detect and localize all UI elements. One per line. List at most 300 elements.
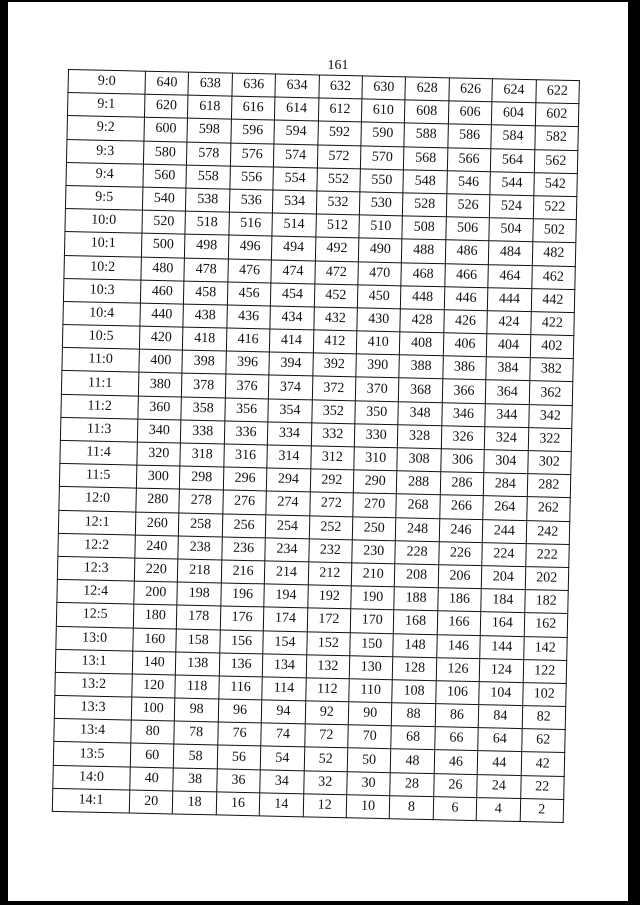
score-cell: 324 [484, 426, 528, 450]
score-cell: 508 [402, 216, 446, 240]
scanned-page [8, 2, 628, 901]
time-cell: 9:5 [65, 185, 142, 210]
score-cell: 572 [317, 145, 361, 169]
score-cell: 358 [181, 397, 225, 421]
time-cell: 10:1 [64, 232, 141, 257]
score-cell: 110 [349, 679, 393, 703]
score-cell: 330 [354, 424, 398, 448]
score-cell: 412 [313, 330, 357, 354]
score-cell: 38 [173, 768, 217, 792]
score-cell: 604 [492, 102, 536, 126]
score-cell: 356 [225, 398, 269, 422]
score-cell: 196 [221, 583, 265, 607]
score-cell: 20 [129, 790, 173, 814]
time-cell: 13:5 [53, 742, 130, 767]
score-cell: 212 [308, 562, 352, 586]
score-cell: 390 [356, 354, 400, 378]
time-cell: 13:3 [54, 695, 131, 720]
score-cell: 62 [521, 729, 565, 753]
score-cell: 162 [524, 613, 568, 637]
score-cell: 466 [445, 263, 489, 287]
score-cell: 548 [403, 170, 447, 194]
score-cell: 550 [360, 169, 404, 193]
score-cell: 442 [531, 288, 575, 312]
score-cell: 540 [142, 187, 186, 211]
score-cell: 398 [182, 350, 226, 374]
score-cell: 372 [312, 376, 356, 400]
score-cell: 406 [443, 333, 487, 357]
score-cell: 168 [394, 610, 438, 634]
score-cell: 596 [231, 119, 275, 143]
score-cell: 388 [399, 355, 443, 379]
score-cell: 336 [224, 421, 268, 445]
score-cell: 68 [391, 726, 435, 750]
time-cell: 13:0 [56, 626, 133, 651]
score-cell: 322 [528, 427, 572, 451]
time-cell: 13:2 [55, 672, 132, 697]
score-cell: 40 [130, 767, 174, 791]
score-cell: 574 [274, 144, 318, 168]
score-cell: 214 [264, 561, 308, 585]
score-cell: 112 [305, 678, 349, 702]
score-cell: 178 [177, 605, 221, 629]
score-cell: 310 [354, 447, 398, 471]
score-cell: 302 [527, 451, 571, 475]
score-cell: 452 [314, 284, 358, 308]
score-cell: 470 [358, 261, 402, 285]
score-cell: 80 [131, 720, 175, 744]
score-cell: 560 [143, 164, 187, 188]
score-cell: 500 [141, 233, 185, 257]
time-cell: 9:2 [67, 116, 144, 141]
score-cell: 296 [223, 467, 267, 491]
time-cell: 11:2 [61, 394, 138, 419]
score-cell: 256 [222, 514, 266, 538]
score-cell: 370 [355, 377, 399, 401]
score-cell: 44 [477, 751, 521, 775]
score-cell: 218 [178, 559, 222, 583]
score-cell: 34 [260, 769, 304, 793]
score-cell: 2 [520, 798, 564, 822]
score-cell: 270 [353, 493, 397, 517]
score-cell: 224 [482, 542, 526, 566]
score-cell: 244 [482, 519, 526, 543]
score-cell: 14 [259, 793, 303, 817]
score-cell: 614 [275, 97, 319, 121]
score-cell: 532 [316, 191, 360, 215]
score-cell: 100 [131, 697, 175, 721]
time-cell: 10:0 [65, 209, 142, 234]
time-cell: 9:3 [66, 139, 143, 164]
score-cell: 624 [492, 79, 536, 103]
score-cell: 636 [232, 73, 276, 97]
score-cell: 374 [269, 375, 313, 399]
time-cell: 12:2 [58, 533, 135, 558]
score-cell: 236 [222, 537, 266, 561]
score-cell: 192 [307, 585, 351, 609]
score-cell: 182 [524, 590, 568, 614]
score-cell: 102 [522, 682, 566, 706]
score-cell: 416 [226, 328, 270, 352]
score-cell: 418 [183, 327, 227, 351]
score-cell: 120 [132, 674, 176, 698]
score-cell: 48 [391, 749, 435, 773]
score-cell: 534 [273, 190, 317, 214]
score-cell: 446 [444, 286, 488, 310]
score-cell: 504 [489, 218, 533, 242]
score-cell: 354 [268, 399, 312, 423]
page-number: 161 [327, 58, 349, 73]
score-cell: 210 [351, 563, 395, 587]
score-cell: 64 [478, 728, 522, 752]
score-table [52, 69, 580, 823]
score-cell: 188 [394, 587, 438, 611]
score-cell: 498 [185, 234, 229, 258]
score-cell: 160 [133, 628, 177, 652]
score-cell: 184 [481, 589, 525, 613]
score-cell: 494 [272, 236, 316, 260]
score-cell: 516 [229, 212, 273, 236]
score-cell: 528 [403, 193, 447, 217]
score-cell: 238 [178, 536, 222, 560]
score-cell: 340 [137, 419, 181, 443]
score-cell: 382 [529, 358, 573, 382]
score-cell: 172 [307, 608, 351, 632]
score-cell: 50 [347, 748, 391, 772]
score-cell: 542 [533, 172, 577, 196]
score-cell: 608 [405, 100, 449, 124]
score-cell: 16 [216, 792, 260, 816]
score-cell: 126 [436, 657, 480, 681]
score-cell: 66 [434, 727, 478, 751]
score-cell: 272 [309, 492, 353, 516]
score-cell: 54 [260, 746, 304, 770]
score-cell: 190 [351, 586, 395, 610]
score-cell: 316 [224, 444, 268, 468]
score-table-body [52, 70, 579, 823]
score-cell: 344 [485, 403, 529, 427]
score-cell: 448 [401, 286, 445, 310]
score-cell: 484 [488, 241, 532, 265]
score-cell: 312 [310, 446, 354, 470]
score-cell: 262 [526, 497, 570, 521]
score-cell: 472 [314, 260, 358, 284]
score-cell: 368 [399, 378, 443, 402]
score-cell: 326 [441, 426, 485, 450]
score-cell: 134 [262, 654, 306, 678]
time-cell: 10:4 [63, 301, 140, 326]
score-cell: 36 [217, 769, 261, 793]
score-cell: 268 [396, 494, 440, 518]
time-cell: 10:5 [62, 325, 139, 350]
score-cell: 450 [357, 285, 401, 309]
score-cell: 152 [306, 631, 350, 655]
score-cell: 278 [179, 489, 223, 513]
score-cell: 332 [311, 423, 355, 447]
score-cell: 248 [396, 517, 440, 541]
score-cell: 460 [140, 280, 184, 304]
score-cell: 158 [176, 629, 220, 653]
score-cell: 568 [404, 146, 448, 170]
score-cell: 474 [271, 259, 315, 283]
score-cell: 396 [226, 351, 270, 375]
score-cell: 28 [390, 772, 434, 796]
score-cell: 456 [227, 282, 271, 306]
score-cell: 228 [395, 541, 439, 565]
score-cell: 150 [350, 632, 394, 656]
time-cell: 14:0 [53, 765, 130, 790]
score-cell: 606 [448, 101, 492, 125]
score-cell: 230 [352, 540, 396, 564]
score-cell: 78 [174, 721, 218, 745]
score-cell: 94 [261, 700, 305, 724]
score-cell: 440 [140, 303, 184, 327]
score-cell: 580 [143, 141, 187, 165]
score-cell: 186 [437, 588, 481, 612]
score-cell: 352 [311, 400, 355, 424]
score-cell: 350 [355, 400, 399, 424]
score-cell: 250 [352, 516, 396, 540]
score-cell: 486 [445, 240, 489, 264]
time-cell: 12:0 [59, 487, 136, 512]
score-cell: 482 [532, 242, 576, 266]
score-cell: 60 [130, 743, 174, 767]
score-cell: 32 [303, 770, 347, 794]
score-cell: 254 [265, 514, 309, 538]
score-cell: 600 [144, 118, 188, 142]
score-cell: 18 [173, 791, 217, 815]
score-cell: 246 [439, 518, 483, 542]
score-cell: 526 [446, 194, 490, 218]
score-cell: 286 [440, 472, 484, 496]
score-cell: 288 [397, 471, 441, 495]
score-cell: 376 [225, 374, 269, 398]
score-cell: 180 [133, 604, 177, 628]
score-cell: 274 [266, 491, 310, 515]
score-cell: 610 [361, 99, 405, 123]
score-cell: 136 [219, 653, 263, 677]
score-cell: 630 [362, 76, 406, 100]
score-cell: 174 [263, 607, 307, 631]
time-cell: 9:1 [67, 93, 144, 118]
score-cell: 458 [184, 281, 228, 305]
score-cell: 22 [520, 775, 564, 799]
score-cell: 138 [176, 652, 220, 676]
time-cell: 12:1 [58, 510, 135, 535]
score-cell: 342 [528, 404, 572, 428]
score-cell: 510 [359, 215, 403, 239]
score-cell: 594 [274, 120, 318, 144]
score-cell: 216 [221, 560, 265, 584]
score-cell: 576 [230, 143, 274, 167]
score-cell: 524 [489, 195, 533, 219]
score-cell: 56 [217, 745, 261, 769]
score-cell: 392 [312, 353, 356, 377]
score-cell: 554 [273, 167, 317, 191]
score-cell: 592 [317, 121, 361, 145]
score-cell: 74 [261, 723, 305, 747]
score-cell: 96 [218, 699, 262, 723]
score-cell: 318 [180, 443, 224, 467]
score-cell: 76 [218, 722, 262, 746]
score-cell: 130 [349, 655, 393, 679]
score-cell: 570 [360, 145, 404, 169]
score-cell: 300 [136, 465, 180, 489]
score-cell: 200 [134, 581, 178, 605]
time-cell: 11:0 [62, 348, 139, 373]
score-cell: 444 [487, 287, 531, 311]
time-cell: 9:4 [66, 162, 143, 187]
score-cell: 58 [174, 744, 218, 768]
score-cell: 602 [535, 103, 579, 127]
score-cell: 92 [305, 701, 349, 725]
time-cell: 11:4 [60, 440, 137, 465]
score-cell: 436 [227, 305, 271, 329]
score-cell: 386 [443, 356, 487, 380]
score-cell: 206 [438, 565, 482, 589]
score-cell: 404 [486, 334, 530, 358]
score-cell: 426 [444, 310, 488, 334]
score-cell: 202 [525, 567, 569, 591]
score-cell: 306 [441, 449, 485, 473]
score-cell: 204 [481, 566, 525, 590]
score-cell: 584 [491, 125, 535, 149]
score-cell: 394 [269, 352, 313, 376]
score-cell: 42 [521, 752, 565, 776]
score-cell: 98 [175, 698, 219, 722]
score-cell: 578 [187, 142, 231, 166]
score-cell: 566 [447, 147, 491, 171]
score-cell: 284 [483, 473, 527, 497]
score-cell: 334 [268, 422, 312, 446]
score-cell: 198 [177, 582, 221, 606]
score-cell: 620 [144, 94, 188, 118]
score-cell: 164 [480, 612, 524, 636]
score-cell: 640 [145, 71, 189, 95]
score-cell: 346 [442, 402, 486, 426]
score-cell: 88 [392, 703, 436, 727]
score-cell: 634 [275, 74, 319, 98]
score-cell: 536 [229, 189, 273, 213]
score-cell: 8 [390, 796, 434, 820]
score-cell: 222 [525, 543, 569, 567]
time-cell: 13:1 [55, 649, 132, 674]
score-cell: 308 [397, 448, 441, 472]
score-cell: 562 [534, 149, 578, 173]
score-cell: 234 [265, 538, 309, 562]
score-cell: 232 [308, 539, 352, 563]
score-cell: 140 [132, 651, 176, 675]
score-cell: 46 [434, 750, 478, 774]
score-cell: 170 [350, 609, 394, 633]
score-cell: 384 [486, 357, 530, 381]
score-cell: 556 [230, 166, 274, 190]
score-cell: 488 [402, 239, 446, 263]
score-cell: 552 [316, 168, 360, 192]
score-cell: 480 [141, 257, 185, 281]
score-cell: 106 [435, 681, 479, 705]
score-cell: 176 [220, 606, 264, 630]
score-cell: 242 [526, 520, 570, 544]
score-cell: 626 [449, 78, 493, 102]
score-cell: 582 [534, 126, 578, 150]
score-cell: 156 [220, 629, 264, 653]
score-cell: 82 [522, 706, 566, 730]
score-cell: 86 [435, 704, 479, 728]
score-cell: 292 [310, 469, 354, 493]
score-cell: 194 [264, 584, 308, 608]
score-cell: 546 [447, 171, 491, 195]
score-cell: 530 [359, 192, 403, 216]
score-table-wrapper [52, 69, 580, 823]
time-cell: 12:5 [56, 603, 133, 628]
score-cell: 362 [529, 381, 573, 405]
score-cell: 590 [361, 122, 405, 146]
time-cell: 12:3 [57, 556, 134, 581]
score-cell: 258 [179, 513, 223, 537]
score-cell: 402 [530, 335, 574, 359]
score-cell: 72 [304, 724, 348, 748]
score-cell: 514 [272, 213, 316, 237]
score-cell: 128 [393, 656, 437, 680]
score-cell: 114 [262, 677, 306, 701]
score-cell: 108 [392, 680, 436, 704]
score-cell: 266 [440, 495, 484, 519]
score-cell: 166 [437, 611, 481, 635]
score-cell: 462 [531, 265, 575, 289]
score-cell: 512 [315, 214, 359, 238]
score-cell: 408 [400, 332, 444, 356]
score-cell: 424 [487, 311, 531, 335]
score-cell: 544 [490, 171, 534, 195]
time-cell: 11:1 [61, 371, 138, 396]
score-cell: 622 [535, 80, 579, 104]
score-cell: 378 [182, 374, 226, 398]
score-cell: 320 [137, 442, 181, 466]
score-cell: 116 [219, 676, 263, 700]
time-cell: 10:3 [63, 278, 140, 303]
score-cell: 252 [309, 515, 353, 539]
score-cell: 132 [306, 655, 350, 679]
score-cell: 338 [181, 420, 225, 444]
score-cell: 434 [270, 306, 314, 330]
score-cell: 428 [400, 309, 444, 333]
score-cell: 492 [315, 237, 359, 261]
score-cell: 478 [184, 258, 228, 282]
score-cell: 10 [346, 795, 390, 819]
score-cell: 304 [484, 450, 528, 474]
score-cell: 280 [136, 488, 180, 512]
score-cell: 24 [477, 774, 521, 798]
score-cell: 364 [485, 380, 529, 404]
score-cell: 124 [479, 658, 523, 682]
score-cell: 420 [139, 326, 183, 350]
score-cell: 264 [483, 496, 527, 520]
score-cell: 490 [358, 238, 402, 262]
score-cell: 6 [433, 796, 477, 820]
time-cell: 11:3 [60, 417, 137, 442]
score-cell: 438 [183, 304, 227, 328]
score-cell: 4 [476, 797, 520, 821]
score-cell: 90 [348, 702, 392, 726]
score-cell: 506 [446, 217, 490, 241]
score-cell: 144 [480, 635, 524, 659]
score-cell: 410 [356, 331, 400, 355]
score-cell: 598 [187, 119, 231, 143]
score-cell: 70 [348, 725, 392, 749]
score-cell: 502 [532, 219, 576, 243]
time-cell: 12:4 [57, 580, 134, 605]
